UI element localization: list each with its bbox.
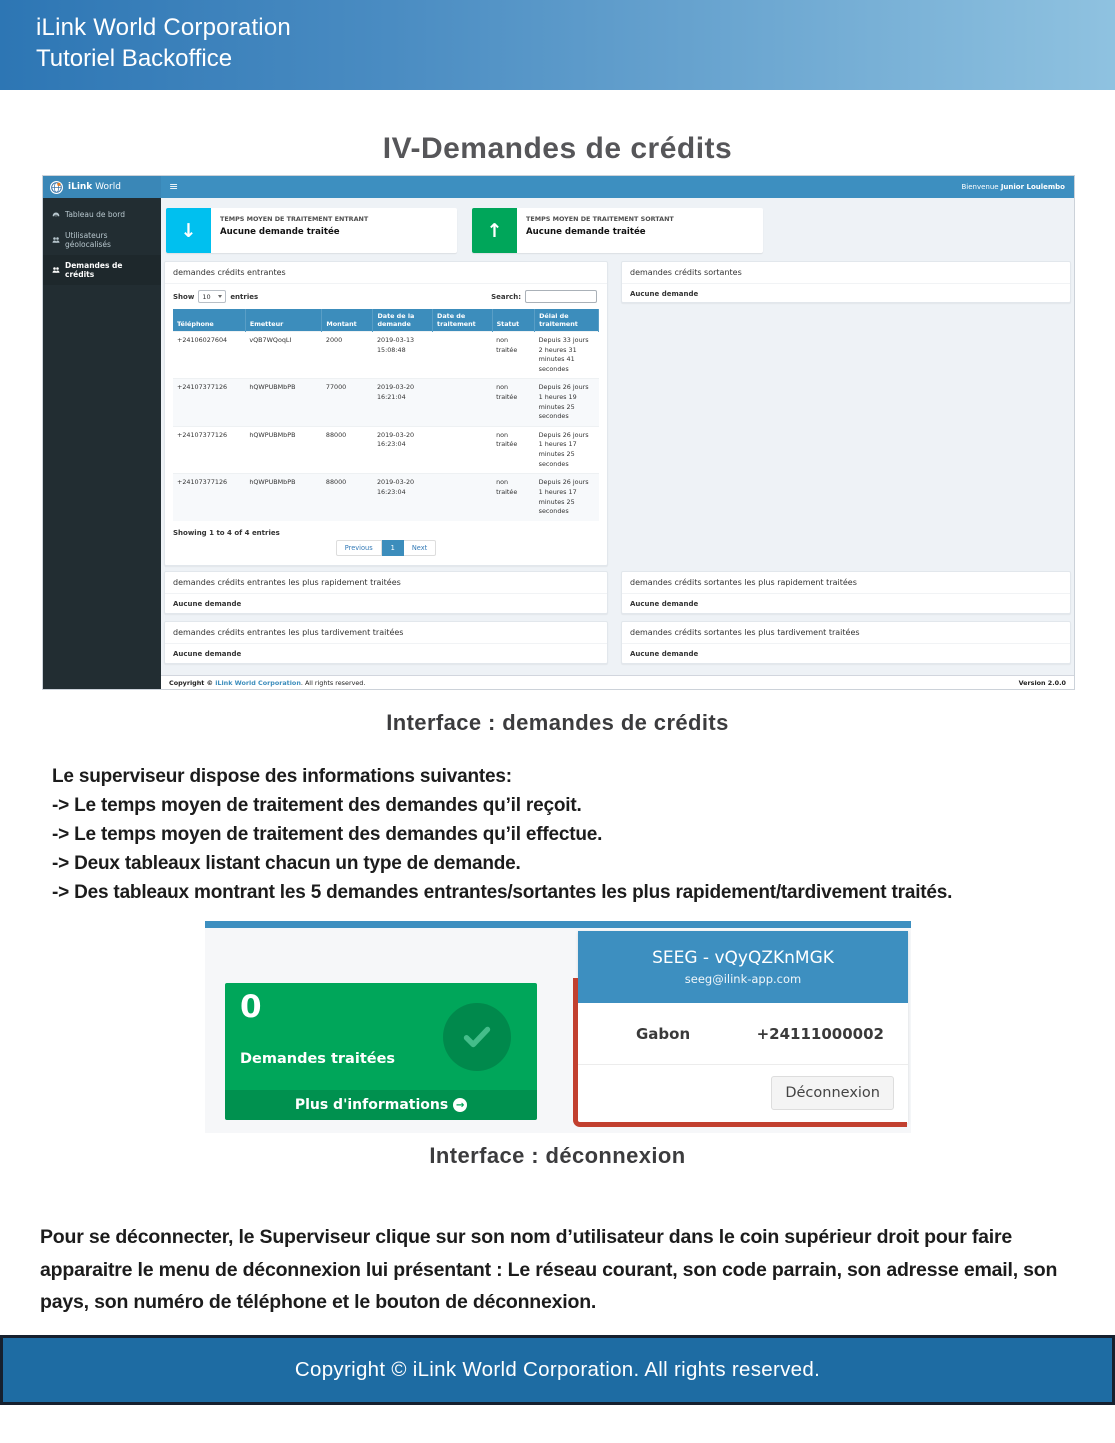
stat-card-title: TEMPS MOYEN DE TRAITEMENT SORTANT: [526, 215, 674, 223]
company-link[interactable]: iLink World Corporation: [215, 678, 301, 687]
pagination-previous-button[interactable]: Previous: [336, 540, 382, 556]
stat-card-title: TEMPS MOYEN DE TRAITEMENT ENTRANT: [220, 215, 369, 223]
users-icon: [52, 266, 60, 274]
document-footer: [0, 1335, 1115, 1405]
cell-telephone: +24107377126: [173, 426, 245, 473]
stat-card-value: Aucune demande traitée: [526, 227, 646, 237]
caption-credits: Interface : demandes de crédits: [386, 710, 729, 735]
cell-date-traitement: [433, 379, 493, 426]
table-row: [173, 474, 599, 521]
menu-toggle-icon[interactable]: ≡: [169, 180, 179, 193]
panel-title: demandes crédits sortantes les plus tardivement traitées: [622, 622, 1070, 644]
table-summary: Showing 1 to 4 of 4 entries: [173, 528, 280, 537]
treated-count: 0: [240, 989, 262, 1025]
info-bullet: -> Le temps moyen de traitement des demandes qu’il effectue.: [52, 824, 603, 845]
users-icon: [52, 236, 60, 244]
panel-entrantes-tardivement: [164, 621, 608, 664]
panel-entrantes-rapidement: [164, 571, 608, 614]
empty-message: Aucune demande: [630, 600, 699, 608]
cell-date-traitement: [433, 474, 493, 521]
app-version: Version 2.0.0: [1018, 678, 1066, 687]
cell-emetteur: hQWPUBMbPB: [245, 379, 322, 426]
cell-montant: 2000: [322, 332, 373, 379]
col-emetteur[interactable]: Emetteur: [245, 309, 322, 332]
treated-requests-card: [225, 983, 537, 1120]
table-header-row: [173, 309, 599, 332]
col-date-demande[interactable]: Date de la demande: [373, 309, 433, 332]
logout-button[interactable]: Déconnexion: [771, 1076, 894, 1110]
cell-montant: 88000: [322, 426, 373, 473]
col-date-traitement[interactable]: Date de traitement: [433, 309, 493, 332]
cell-delai: Depuis 26 jours 1 heures 17 minutes 25 secondes: [535, 474, 599, 521]
cell-emetteur: vQB7WQoqLI: [245, 332, 322, 379]
app-brand[interactable]: [43, 176, 161, 198]
page-size-control: [173, 290, 258, 303]
app-navbar-strip: [205, 921, 911, 928]
arrow-down-icon: ↓: [166, 208, 211, 253]
cell-date-traitement: [433, 332, 493, 379]
user-phone: +24111000002: [756, 1024, 884, 1043]
sidebar-item-dashboard[interactable]: [43, 204, 161, 225]
page-size-value: 10: [202, 292, 211, 301]
show-label: Show: [173, 292, 195, 301]
sidebar-label: Tableau de bord: [65, 210, 125, 219]
footer-copyright: Copyright © iLink World Corporation. All rights reserved.: [294, 1357, 821, 1381]
stat-card-value: Aucune demande traitée: [220, 227, 340, 237]
cell-telephone: +24107377126: [173, 474, 245, 521]
table-controls: [165, 284, 607, 307]
arrow-up-icon: ↑: [472, 208, 517, 253]
app-brand-name: [68, 182, 121, 192]
cell-montant: 88000: [322, 474, 373, 521]
panel-title: demandes crédits entrantes les plus rapidement traitées: [165, 572, 607, 594]
user-country: Gabon: [636, 1024, 691, 1043]
cell-delai: Depuis 26 jours 1 heures 19 minutes 25 secondes: [535, 379, 599, 426]
sidebar-label: Utilisateurs géolocalisés: [65, 231, 111, 249]
info-bullet: -> Le temps moyen de traitement des demandes qu’il reçoit.: [52, 795, 582, 816]
chevron-down-icon: [218, 295, 222, 298]
cell-statut: non traitée: [492, 379, 535, 426]
logout-paragraph: Pour se déconnecter, le Superviseur clique sur son nom d’utilisateur dans le coin supérieur droit pour faire apparaitre le menu de déconnexion lui présentant : Le réseau courant, son code parrain, son adresse email, son pays, son numéro de téléphone et le bouton de déconnexion.: [40, 1226, 1058, 1313]
welcome-username: Junior Loulembo: [1000, 183, 1065, 191]
app-copyright: [169, 679, 365, 687]
table-row: [173, 332, 599, 379]
arrow-circle-right-icon: →: [453, 1098, 467, 1112]
cell-emetteur: hQWPUBMbPB: [245, 426, 322, 473]
network-and-code: SEEG - vQyQZKnMGK: [652, 948, 834, 968]
section-title: IV-Demandes de crédits: [382, 132, 733, 165]
stat-card-outgoing: [472, 208, 763, 253]
user-dropdown-header: [578, 931, 908, 1003]
col-telephone[interactable]: Téléphone: [173, 309, 245, 332]
cell-delai: Depuis 26 jours 1 heures 17 minutes 25 secondes: [535, 426, 599, 473]
welcome-user[interactable]: [961, 176, 1065, 198]
app-logo-icon: [50, 181, 63, 194]
panel-title: demandes crédits sortantes: [622, 262, 1070, 284]
panel-title: demandes crédits sortantes les plus rapidement traitées: [622, 572, 1070, 594]
col-statut[interactable]: Statut: [492, 309, 535, 332]
backoffice-screenshot: [42, 175, 1075, 690]
user-dropdown: [578, 931, 908, 1123]
treated-label: Demandes traitées: [240, 1051, 396, 1067]
page-size-select[interactable]: [198, 290, 226, 303]
cell-date-demande: 2019-03-20 16:23:04: [373, 474, 433, 521]
user-dropdown-body: [578, 1003, 908, 1065]
welcome-prefix: Bienvenue: [961, 183, 1001, 191]
info-bullet: -> Deux tableaux listant chacun un type de demande.: [52, 853, 521, 874]
cell-statut: non traitée: [492, 332, 535, 379]
cell-delai: Depuis 33 jours 2 heures 31 minutes 41 secondes: [535, 332, 599, 379]
table-row: [173, 426, 599, 473]
search-control: [491, 290, 597, 303]
empty-message: Aucune demande: [630, 650, 699, 658]
panel-sortantes-rapidement: [621, 571, 1071, 614]
sidebar-label: Demandes de crédits: [65, 261, 123, 279]
info-bullet: -> Des tableaux montrant les 5 demandes entrantes/sortantes les plus rapidement/tardivement traités.: [52, 882, 953, 903]
sidebar-item-credit-requests[interactable]: [43, 255, 161, 285]
table-row: [173, 379, 599, 426]
app-navbar: [43, 176, 1074, 198]
document-subtitle: Tutoriel Backoffice: [36, 45, 233, 72]
entries-label: entries: [230, 292, 259, 301]
cell-telephone: +24107377126: [173, 379, 245, 426]
caption-logout: Interface : déconnexion: [429, 1143, 686, 1168]
info-intro: Le superviseur dispose des informations suivantes:: [52, 766, 512, 787]
logout-screenshot: [205, 921, 911, 1133]
search-label: Search:: [491, 292, 521, 301]
cell-montant: 77000: [322, 379, 373, 426]
more-info-label: Plus d'informations: [294, 1097, 449, 1113]
panel-title: demandes crédits entrantes les plus tardivement traitées: [165, 622, 607, 644]
copyright-suffix: . All rights reserved.: [300, 678, 366, 687]
cell-date-demande: 2019-03-13 15:08:48: [373, 332, 433, 379]
cell-date-demande: 2019-03-20 16:21:04: [373, 379, 433, 426]
stat-card-body: [211, 208, 377, 253]
panel-credits-entrantes: [164, 261, 608, 566]
copyright-prefix: Copyright ©: [169, 678, 216, 687]
panel-credits-sortantes: [621, 261, 1071, 303]
company-name: iLink World Corporation: [36, 14, 291, 41]
dashboard-icon: [52, 211, 60, 219]
more-info-link[interactable]: [225, 1090, 537, 1120]
document-header-banner: [0, 0, 1115, 90]
app-footer: [161, 675, 1074, 689]
empty-message: Aucune demande: [173, 650, 242, 658]
sidebar-item-users-geo[interactable]: [43, 225, 161, 255]
check-circle-icon: [443, 1003, 511, 1071]
empty-message: Aucune demande: [630, 290, 699, 298]
stat-cards: [166, 208, 763, 253]
user-dropdown-footer: [578, 1065, 908, 1121]
app-sidebar: [43, 198, 161, 689]
stat-card-body: [517, 208, 683, 253]
panel-sortantes-tardivement: [621, 621, 1071, 664]
col-delai[interactable]: Délai de traitement: [535, 309, 599, 332]
cell-date-demande: 2019-03-20 16:23:04: [373, 426, 433, 473]
empty-message: Aucune demande: [173, 600, 242, 608]
brand-light: World: [92, 182, 121, 192]
cell-statut: non traitée: [492, 474, 535, 521]
panel-title: demandes crédits entrantes: [165, 262, 607, 284]
cell-statut: non traitée: [492, 426, 535, 473]
pagination: [165, 540, 607, 556]
user-email: seeg@ilink-app.com: [684, 972, 802, 986]
pagination-next-button[interactable]: Next: [404, 540, 436, 556]
info-block: [52, 762, 1055, 907]
pagination-page-1-button[interactable]: 1: [382, 540, 404, 556]
cell-emetteur: hQWPUBMbPB: [245, 474, 322, 521]
cell-telephone: +24106027604: [173, 332, 245, 379]
brand-bold: iLink: [68, 182, 93, 192]
credits-entrantes-table: [173, 309, 599, 521]
col-montant[interactable]: Montant: [322, 309, 373, 332]
cell-date-traitement: [433, 426, 493, 473]
stat-card-incoming: [166, 208, 457, 253]
search-input[interactable]: [525, 290, 597, 303]
